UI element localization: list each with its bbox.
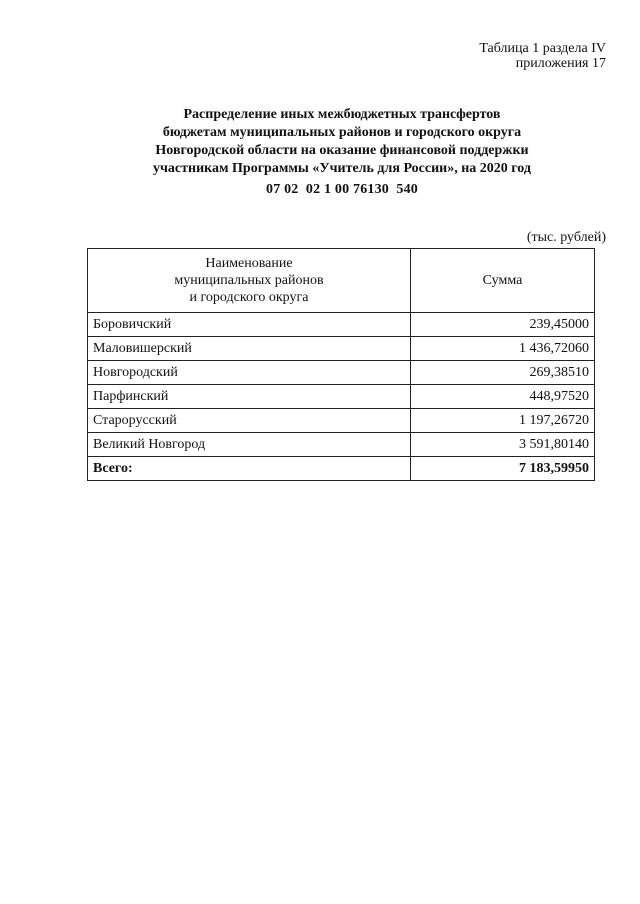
total-row [88, 457, 595, 481]
table-row [88, 361, 595, 385]
district-name: Боровичский [88, 313, 411, 337]
district-name: Новгородский [88, 361, 411, 385]
table-row [88, 385, 595, 409]
district-amount: 1 436,72060 [411, 337, 595, 361]
title-line-1: Распределение иных межбюджетных трансфертов [183, 107, 501, 122]
district-name: Парфинский [88, 385, 411, 409]
district-name: Великий Новгород [88, 433, 411, 457]
header-name-line-1: Наименование [205, 256, 293, 271]
distribution-table [87, 248, 595, 481]
table-reference [479, 41, 606, 71]
table-row [88, 313, 595, 337]
table-row [88, 409, 595, 433]
total-label: Всего: [88, 457, 411, 481]
district-amount: 239,45000 [411, 313, 595, 337]
title-line-3: Новгородской области на оказание финансовой поддержки [155, 143, 529, 158]
title-line-4: участникам Программы «Учитель для России», на 2020 год [153, 161, 531, 176]
total-amount: 7 183,59950 [411, 457, 595, 481]
budget-code: 07 02 02 1 00 76130 540 [266, 182, 418, 197]
table-row [88, 337, 595, 361]
reference-line-2: приложения 17 [515, 56, 606, 71]
document-title [80, 106, 604, 178]
header-name-line-3: и городского округа [189, 290, 309, 305]
table-header-row [88, 249, 595, 313]
district-amount: 448,97520 [411, 385, 595, 409]
header-amount-cell: Сумма [411, 249, 595, 313]
district-name: Старорусский [88, 409, 411, 433]
district-amount: 1 197,26720 [411, 409, 595, 433]
units-label: (тыс. рублей) [526, 230, 606, 245]
table-row [88, 433, 595, 457]
district-amount: 269,38510 [411, 361, 595, 385]
header-name-cell [88, 249, 411, 313]
title-line-2: бюджетам муниципальных районов и городского округа [162, 125, 522, 140]
district-amount: 3 591,80140 [411, 433, 595, 457]
reference-line-1: Таблица 1 раздела IV [479, 41, 606, 56]
district-name: Маловишерский [88, 337, 411, 361]
header-name-line-2: муниципальных районов [174, 273, 324, 288]
